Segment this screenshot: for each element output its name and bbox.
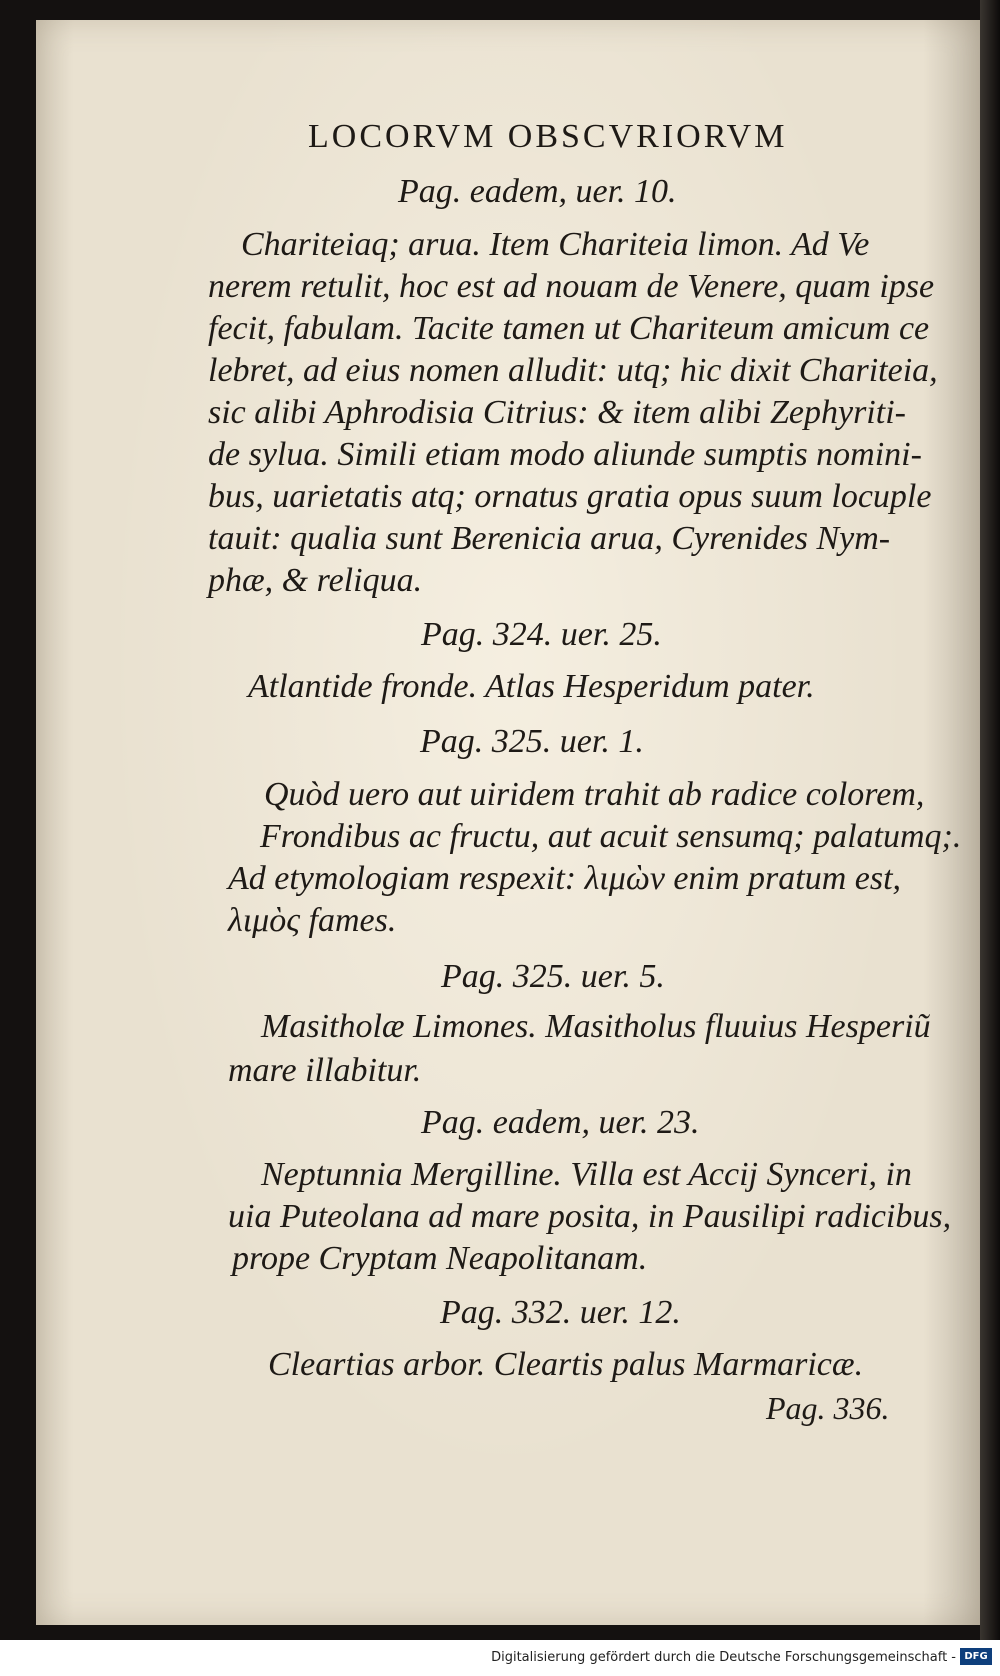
dfg-logo: DFG bbox=[960, 1648, 992, 1665]
text-line: Atlantide fronde. Atlas Hesperidum pater. bbox=[248, 668, 815, 705]
page-text bbox=[36, 20, 980, 1625]
text-line: nerem retulit, hoc est ad nouam de Venere, quam ipse bbox=[208, 268, 935, 305]
book-edge bbox=[980, 0, 1000, 1640]
page-reference: Pag. eadem, uer. 10. bbox=[398, 173, 677, 210]
text-line: phæ, & reliqua. bbox=[208, 562, 423, 599]
text-line: Chariteiaq; arua. Item Chariteia limon. Ad Ve bbox=[241, 226, 870, 263]
text-line: de sylua. Simili etiam modo aliunde sumptis nomini- bbox=[208, 436, 922, 473]
page-reference: Pag. eadem, uer. 23. bbox=[421, 1104, 700, 1141]
text-line: prope Cryptam Neapolitanam. bbox=[232, 1240, 648, 1277]
page-reference: Pag. 324. uer. 25. bbox=[421, 616, 662, 653]
digitization-footer bbox=[0, 1640, 1000, 1676]
page-reference: Pag. 325. uer. 1. bbox=[420, 723, 644, 760]
text-line: Cleartias arbor. Cleartis palus Marmaricæ. bbox=[268, 1346, 864, 1383]
page-reference: Pag. 325. uer. 5. bbox=[441, 958, 665, 995]
text-line: Ad etymologiam respexit: λιμὼν enim pratum est, bbox=[228, 860, 902, 897]
book-page bbox=[36, 20, 980, 1625]
text-line: λιμὸς fames. bbox=[228, 902, 397, 939]
text-line: mare illabitur. bbox=[228, 1052, 422, 1089]
text-line: tauit: qualia sunt Berenicia arua, Cyrenides Nym- bbox=[208, 520, 891, 557]
verse-line: Quòd uero aut uiridem trahit ab radice colorem, bbox=[264, 776, 925, 813]
page-reference: Pag. 332. uer. 12. bbox=[440, 1294, 681, 1331]
text-line: bus, uarietatis atq; ornatus gratia opus suum locuple bbox=[208, 478, 932, 515]
text-line: fecit, fabulam. Tacite tamen ut Chariteum amicum ce bbox=[208, 310, 930, 347]
verse-line: Frondibus ac fructu, aut acuit sensumq; palatumq;. bbox=[260, 818, 962, 855]
footer-credit: Digitalisierung gefördert durch die Deutsche Forschungsgemeinschaft - bbox=[491, 1650, 956, 1665]
text-line: uia Puteolana ad mare posita, in Pausilipi radicibus, bbox=[228, 1198, 952, 1235]
text-line: Neptunnia Mergilline. Villa est Accij Synceri, in bbox=[261, 1156, 912, 1193]
catchword: Pag. 336. bbox=[766, 1390, 890, 1426]
running-head: LOCORVM OBSCVRIORVM bbox=[308, 118, 788, 155]
text-line: sic alibi Aphrodisia Citrius: & item alibi Zephyriti- bbox=[208, 394, 906, 431]
text-line: lebret, ad eius nomen alludit: utq; hic dixit Chariteia, bbox=[208, 352, 938, 389]
text-line: Masitholæ Limones. Masitholus fluuius Hesperiũ bbox=[261, 1008, 931, 1045]
